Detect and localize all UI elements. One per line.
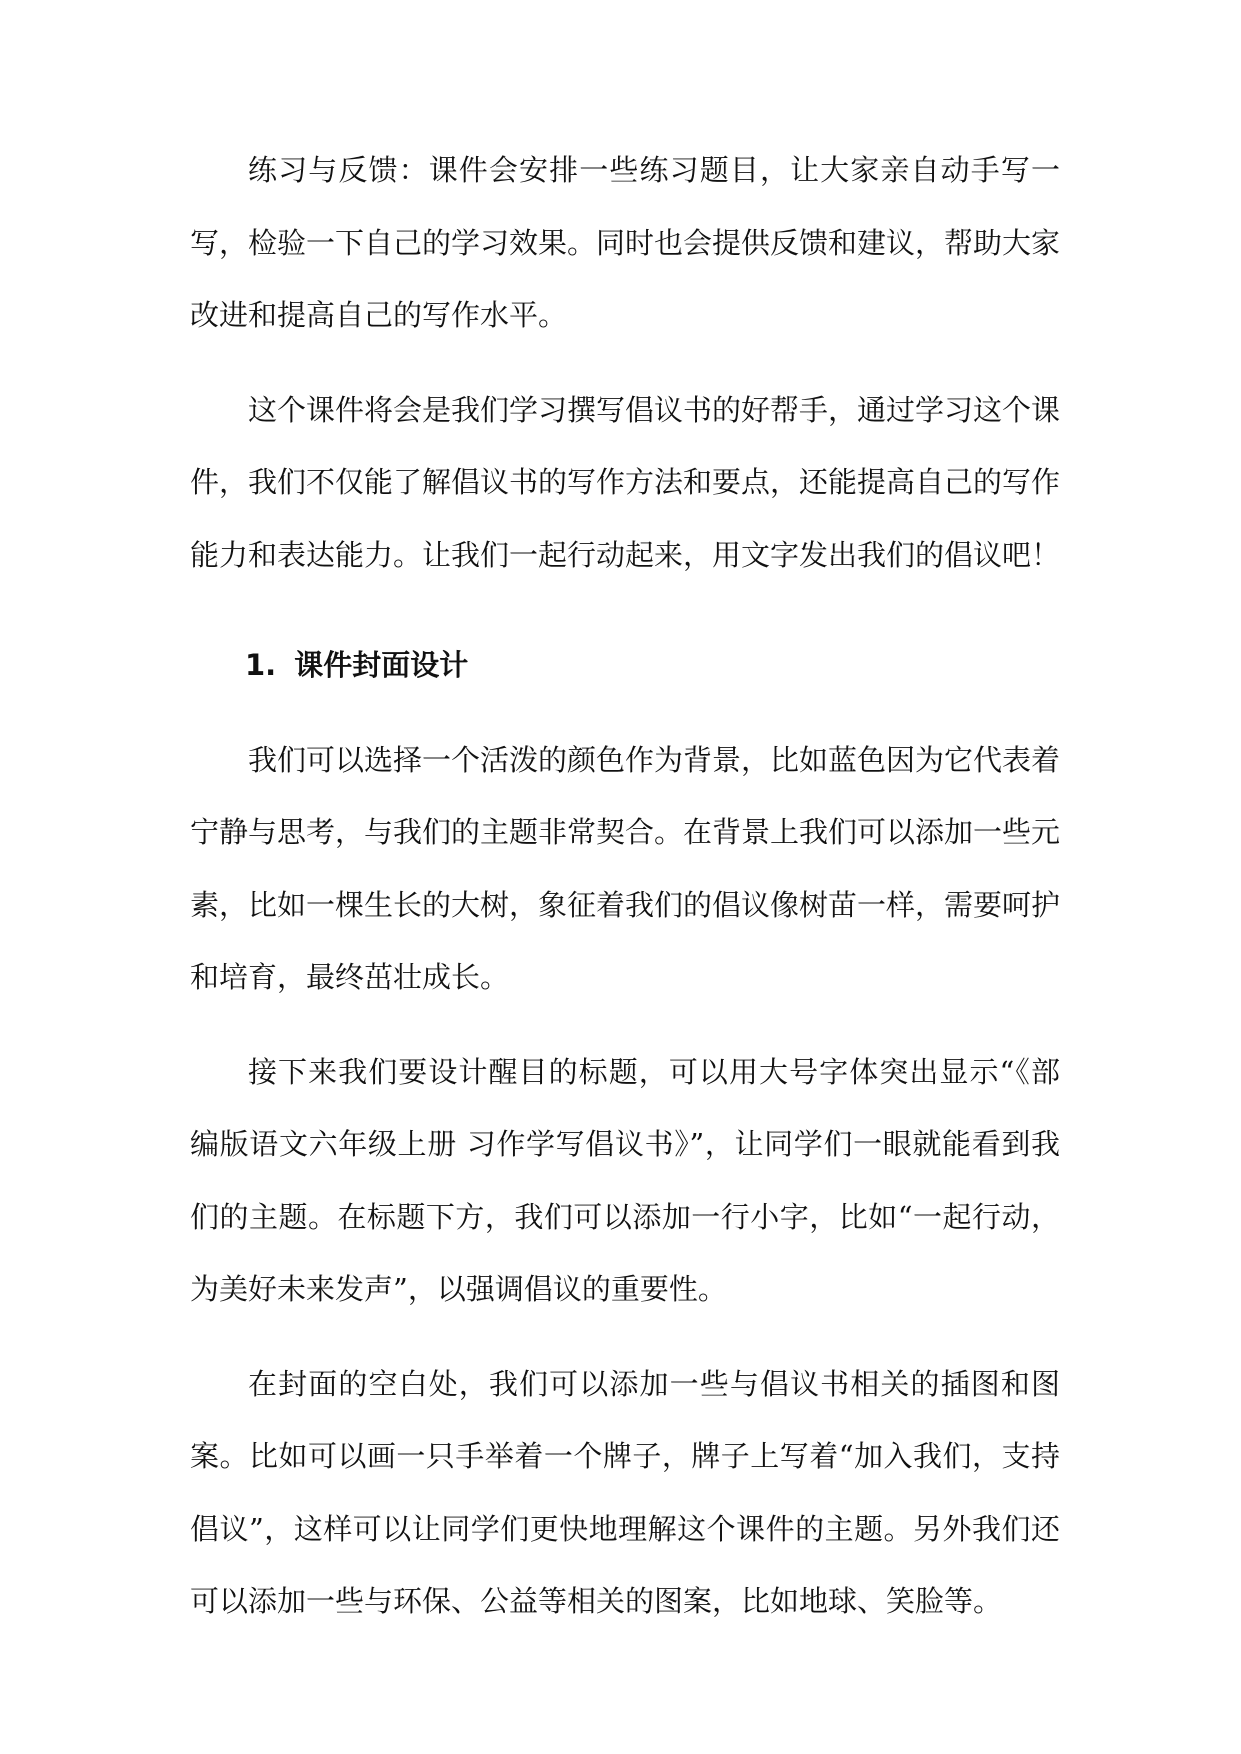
paragraph-background-design: 我们可以选择一个活泼的颜色作为背景，比如蓝色因为它代表着宁静与思考，与我们的主题非常契合。在背景上我们可以添加一些元素，比如一棵生长的大树，象征着我们的倡议像树苗一样，需要呵护和培育，最终茁壮成长。 [190, 742, 1061, 994]
paragraph-illustration-design: 在封面的空白处，我们可以添加一些与倡议书相关的插图和图案。比如可以画一只手举着一个牌子，牌子上写着“加入我们，支持倡议”，这样可以让同学们更快地理解这个课件的主题。另外我们还可以添加一些与环保、公益等相关的图案，比如地球、笑脸等。 [190, 1366, 1060, 1618]
paragraph-courseware-summary: 这个课件将会是我们学习撰写倡议书的好帮手，通过学习这个课件，我们不仅能了解倡议书的写作方法和要点，还能提高自己的写作能力和表达能力。让我们一起行动起来，用文字发出我们的倡议吧！ [190, 392, 1061, 572]
section-heading [190, 629, 1060, 702]
section-number: 1. [245, 648, 277, 682]
document-page [190, 134, 1060, 1660]
paragraph-practice-feedback: 练习与反馈：课件会安排一些练习题目，让大家亲自动手写一写，检验一下自己的学习效果。同时也会提供反馈和建议，帮助大家改进和提高自己的写作水平。 [190, 153, 1061, 332]
paragraph-title-design: 接下来我们要设计醒目的标题，可以用大号字体突出显示“《部编版语文六年级上册 习作学写倡议书》”，让同学们一眼就能看到我们的主题。在标题下方，我们可以添加一行小字，比如“一起行动，为美好未来发声”，以强调倡议的重要性。 [190, 1054, 1060, 1306]
section-title: 课件封面设计 [294, 648, 469, 682]
